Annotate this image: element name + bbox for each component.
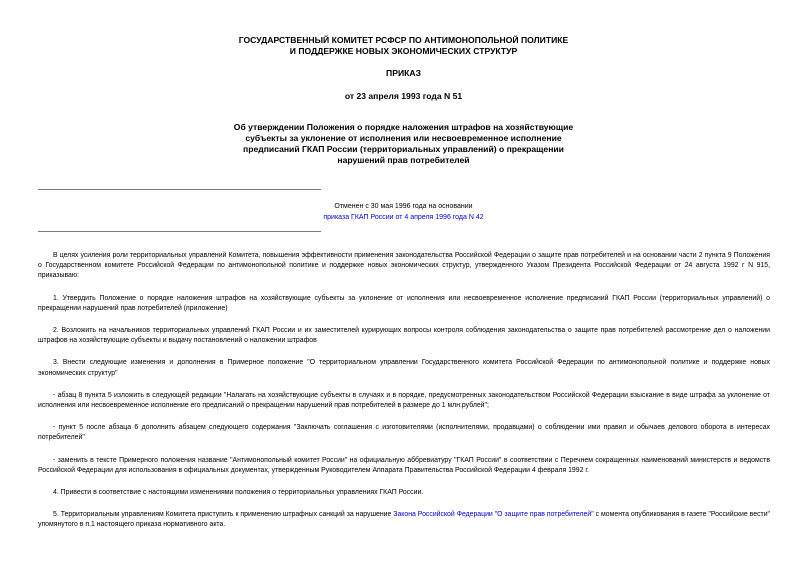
paragraph-4: 4. Привести в соответствие с настоящими изменениями положения о территориальных управлениях ГКАП России. [53,489,424,497]
authority-line-1: ГОСУДАРСТВЕННЫЙ КОМИТЕТ РСФСР ПО АНТИМОНОПОЛЬНОЙ ПОЛИТИКЕ [238,35,569,45]
paragraph-3: 3. Внести следующие изменения и дополнения в Примерное положение "О территориальном управлении Государственного комитета Российской Федерации по антимонопольной политике и поддержке новых экономических структур" [38,359,770,377]
paragraph-3-item-c: - заменить в тексте Примерного положения название "Антимонопольный комитет России" на официальную аббревиатуру "ГКАП России" в соответствии с Перечнем сокращенных наименований министерств и ведомств Российской Федерации для использования в официальных документах, утвержденным Руководителем Аппарата Правительства Российской Федерации 4 февраля 1992 г. [38,456,770,474]
divider-bottom [38,231,321,232]
paragraph-3-item-a: - абзац 8 пункта 5 изложить в следующей редакции "Налагать на хозяйствующие субъекты в случаях и в порядке, предусмотренных законодательством Российской Федерации взыскание в виде штрафа за уклонение от исполнения или несвоевременное исполнение его предписаний о прекращении нарушений прав потребителей в размере до 1 млн.рублей"; [38,391,770,410]
document-date: от 23 апреля 1993 года N 51 [344,91,463,101]
paragraph-1: 1. Утвердить Положение о порядке наложения штрафов на хозяйствующие субъекты за уклонение от исполнения или несвоевременное исполнение предписаний ГКАП России (территориальных управлений) о прекращении нарушений прав потребителей (приложение) [38,294,770,312]
paragraph-5-text-start: 5. Территориальным управлениям Комитета приступить к применению штрафных санкций за нарушение [53,511,394,519]
divider-top [38,189,321,190]
document-type: ПРИКАЗ [386,68,421,78]
consumer-law-link[interactable]: Закона Российской Федерации "О защите прав потребителей" [393,511,594,519]
paragraph-5 [38,510,770,530]
repeal-link[interactable]: приказа ГКАП России от 4 апреля 1996 года N 42 [323,214,484,221]
issuing-authority [0,35,807,57]
authority-line-2: И ПОДДЕРЖКЕ НОВЫХ ЭКОНОМИЧЕСКИХ СТРУКТУР [289,46,518,56]
paragraph-5-text-end: с момента опубликования в газете "Российские вести" упомянутого в п.1 настоящего приказа нормативного акта. [38,511,770,529]
document-title: Об утверждении Положения о порядке наложения штрафов на хозяйствующие субъекты за уклонение от исполнения или несвоевременное исполнение предписаний ГКАП России (территориальных управлений) о прекращении нарушений прав потребителей [233,122,574,165]
paragraph-2: 2. Возложить на начальников территориальных управлений ГКАП России и их заместителей курирующих вопросы контроля соблюдения законодательства о защите прав потребителей рассмотрение дел о наложении штрафов на хозяйствующие субъекты и выдачу постановлений о наложении штрафов [38,327,770,345]
repeal-text: Отменен с 30 мая 1996 года на основании [334,203,473,210]
document-body [38,251,770,543]
repeal-note [250,201,557,223]
paragraph-3-item-b: - пункт 5 после абзаца 6 дополнить абзацем следующего содержания "Заключать соглашения с изготовителями (исполнителями, продавцами) о соблюдении ими правил и обычаев делового оборота в интересах потребителей" [38,424,770,442]
paragraph-intro: В целях усиления роли территориальных управлений Комитета, повышения эффективности применения законодательства Российской Федерации о защите прав потребителей и на основании части 2 пункта 9 Положения о Государственном комитете Российской Федерации по антимонопольной политике и поддержке новых экономических структур, утвержденного Указом Президента Российской Федерации от 24 августа 1992 г N 915, приказываю: [38,252,770,280]
